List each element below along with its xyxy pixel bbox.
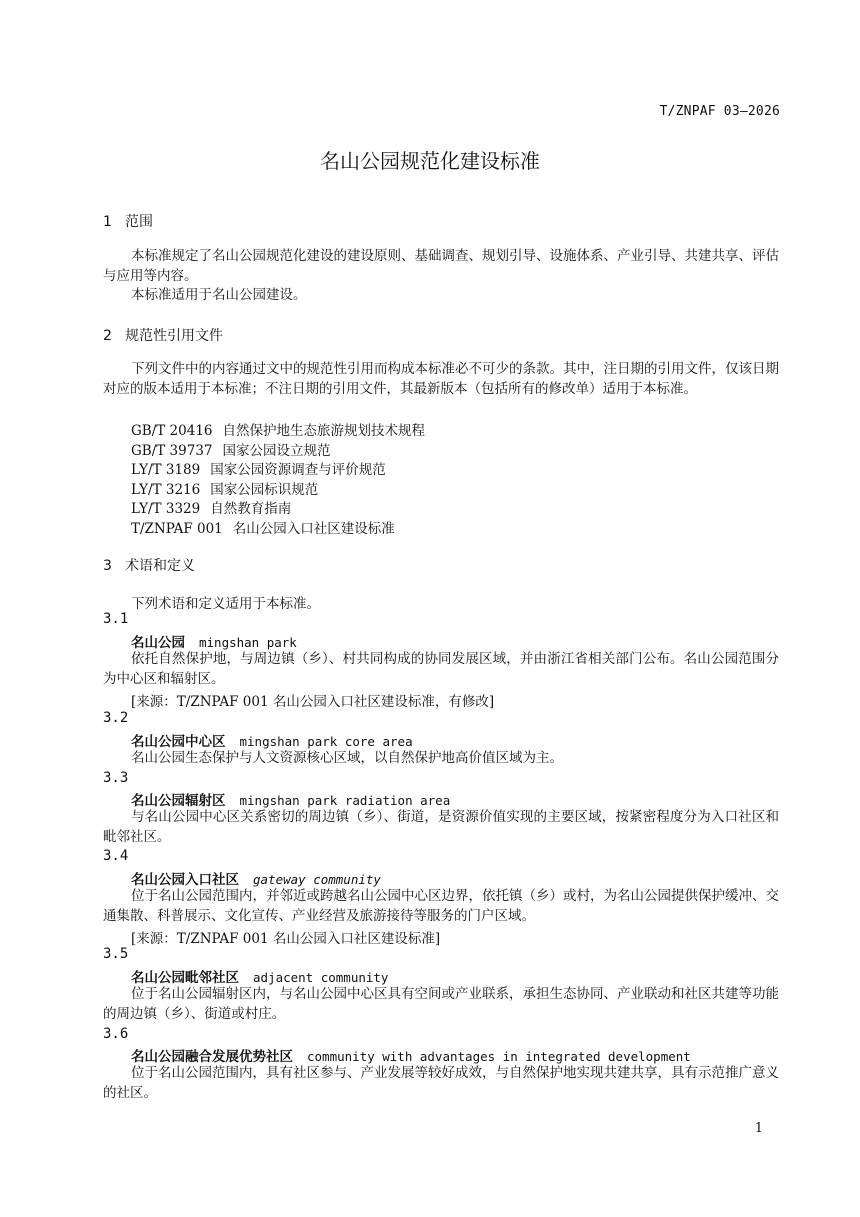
term-title [131,789,450,809]
term-number: 3.4 [103,848,129,864]
term-number: 3.3 [103,770,129,786]
section-title: 范围 [125,214,153,230]
section-2-heading [103,325,223,345]
term-title [131,868,381,888]
reference-item [131,419,425,439]
term-english: adjacent community [253,970,389,985]
paragraph: 下列文件中的内容通过文中的规范性引用而构成本标准必不可少的条款。其中，注日期的引用文件，仅该日期对应的版本适用于本标准；不注日期的引用文件，其最新版本（包括所有的修改单）适用于本标准。 [103,361,779,397]
reference-code: GB/T 39737 [131,443,213,459]
term-chinese: 名山公园 [131,635,185,651]
reference-name: 国家公园设立规范 [222,443,331,459]
term-title [131,1045,691,1065]
section-title: 术语和定义 [125,558,195,574]
paragraph: 本标准规定了名山公园规范化建设的建设原则、基础调查、规划引导、设施体系、产业引导、共建共享、评估与应用等内容。 [103,248,779,284]
document-number: T/ZNPAF 03—2026 [659,104,780,119]
term-definition: 依托自然保护地，与周边镇（乡）、村共同构成的协同发展区域，并由浙江省相关部门公布。名山公园范围分为中心区和辐射区。 [103,651,779,687]
section-title: 规范性引用文件 [125,328,223,344]
term-english: mingshan park core area [239,734,413,749]
term-english: community with advantages in integrated development [307,1049,691,1064]
term-definition: 位于名山公园范围内，具有社区参与、产业发展等较好成效，与自然保护地实现共建共享，具有示范推广意义的社区。 [103,1065,779,1101]
reference-code: LY/T 3329 [131,501,201,517]
paragraph: 本标准适用于名山公园建设。 [131,287,307,303]
term-definition: 名山公园生态保护与人文资源核心区域，以自然保护地高价值区域为主。 [131,750,563,766]
reference-code: T/ZNPAF 001 [131,521,223,537]
term-title [131,730,413,750]
term-title [131,966,388,986]
section-intro: 下列术语和定义适用于本标准。 [131,596,320,612]
term-number: 3.5 [103,946,129,962]
term-definition: 位于名山公园范围内，并邻近或跨越名山公园中心区边界，依托镇（乡）或村，为名山公园提供保护缓冲、交通集散、科普展示、文化宣传、产业经营及旅游接待等服务的门户区域。 [103,888,779,924]
reference-code: GB/T 20416 [131,423,213,439]
reference-name: 自然教育指南 [210,501,292,517]
term-source: [来源：T/ZNPAF 001 名山公园入口社区建设标准] [131,931,441,947]
section-number: 1 [103,214,112,230]
reference-name: 国家公园标识规范 [210,482,319,498]
term-english: gateway community [253,872,381,887]
term-definition: 位于名山公园辐射区内，与名山公园中心区具有空间或产业联系，承担生态协同、产业联动和社区共建等功能的周边镇（乡）、街道或村庄。 [103,986,779,1022]
term-chinese: 名山公园融合发展优势社区 [131,1049,293,1065]
term-number: 3.2 [103,710,129,726]
term-source: [来源：T/ZNPAF 001 名山公园入口社区建设标准，有修改] [131,694,495,710]
reference-name: 自然保护地生态旅游规划技术规程 [222,423,425,439]
section-number: 3 [103,558,112,574]
reference-name: 名山公园入口社区建设标准 [232,521,395,537]
reference-item [131,497,291,517]
term-english: mingshan park radiation area [239,793,451,808]
reference-code: LY/T 3189 [131,462,201,478]
term-english: mingshan park [199,635,297,650]
reference-code: LY/T 3216 [131,482,201,498]
term-title [131,631,297,651]
section-1-heading [103,211,153,231]
section-number: 2 [103,328,112,344]
document-title: 名山公园规范化建设标准 [320,149,540,173]
term-number: 3.6 [103,1026,129,1042]
reference-item [131,439,331,459]
term-chinese: 名山公园辐射区 [131,793,226,809]
term-definition: 与名山公园中心区关系密切的周边镇（乡）、街道，是资源价值实现的主要区域，按紧密程度分为入口社区和毗邻社区。 [103,809,779,845]
term-chinese: 名山公园毗邻社区 [131,970,239,986]
page-number: 1 [754,1121,763,1136]
term-number: 3.1 [103,611,129,627]
reference-item [131,517,395,537]
section-3-heading [103,555,195,575]
reference-name: 国家公园资源调查与评价规范 [210,462,386,478]
term-chinese: 名山公园入口社区 [131,872,239,888]
reference-item [131,458,386,478]
term-chinese: 名山公园中心区 [131,734,226,750]
reference-item [131,478,318,498]
